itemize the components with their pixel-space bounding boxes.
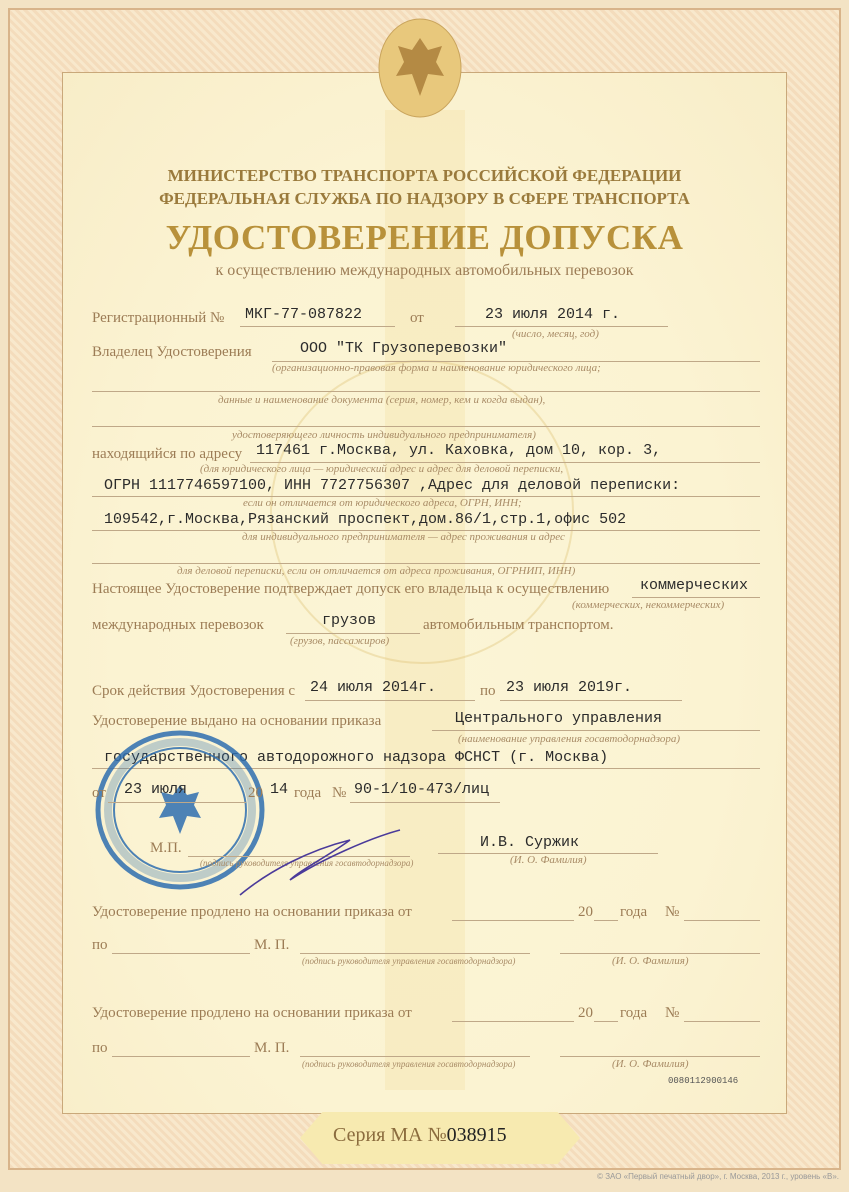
owner-label: Владелец Удостоверения [92,344,252,360]
signer-caption: (И. О. Фамилия) [510,854,587,866]
signature-caption: (подпись руководителя управления госавтодорнадзора) [200,858,414,868]
permit-text: Настоящее Удостоверение подтверждает допуск его владельца к осуществлению [92,581,610,597]
address-label: находящийся по адресу [92,446,243,462]
extension-1-number-label: № [665,904,680,920]
address-caption-3: для индивидуального предпринимателя — адрес проживания и адрес [242,531,565,543]
registration-number: МКГ-77-087822 [245,306,363,323]
authority-caption: (наименование управления госавтодорнадзора) [458,733,681,745]
extension-2-number-label: № [665,1005,680,1021]
ministry-heading: МИНИСТЕРСТВО ТРАНСПОРТА РОССИЙСКОЙ ФЕДЕРАЦИИ [167,166,682,185]
permit-type: коммерческих [640,577,749,594]
printer-copyright: © ЗАО «Первый печатный двор», г. Москва, 2013 г., уровень «В». [597,1172,839,1181]
extension-1-year-prefix: 20 [578,904,593,920]
owner-document-caption: данные и наименование документа (серия, номер, кем и когда выдан), [218,394,546,406]
validity-to-label: по [480,683,496,699]
extension-1-name-caption: (И. О. Фамилия) [612,955,689,967]
address-caption-4: для деловой переписки, если он отличается от адреса проживания, ОГРНИП, ИНН) [177,565,576,577]
validity-label: Срок действия Удостоверения с [92,683,296,699]
extension-2-year-label: года [620,1005,648,1021]
document-subtitle: к осуществлению международных автомобильных перевозок [215,262,634,279]
extension-2-year-prefix: 20 [578,1005,593,1021]
document-title: УДОСТОВЕРЕНИЕ ДОПУСКА [165,218,684,257]
owner-identity-caption: удостоверяющего личность индивидуального предпринимателя) [232,429,536,441]
address-caption-2: если он отличается от юридического адреса, ОГРН, ИНН; [243,497,522,509]
order-year-label: года [294,785,322,801]
address-line-1: 117461 г.Москва, ул. Каховка, дом 10, кор. 3, [256,442,662,459]
extension-2-to-label: по [92,1040,108,1056]
owner-caption: (организационно-правовая форма и наименование юридического лица; [272,362,601,374]
extension-2-signature-caption: (подпись руководителя управления госавтодорнадзора) [302,1059,516,1069]
registration-label: Регистрационный № [92,310,225,326]
address-line-3: 109542,г.Москва,Рязанский проспект,дом.86/1,стр.1,офис 502 [104,511,627,528]
address-line-2: ОГРН 1117746597100, ИНН 7727756307 ,Адрес для деловой переписки: [104,477,681,494]
extension-1-signature-caption: (подпись руководителя управления госавтодорнадзора) [302,956,516,966]
registration-from-label: от [410,310,424,326]
owner-name: ООО "ТК Грузоперевозки" [300,340,508,357]
order-number: 90-1/10-473/лиц [354,781,490,798]
order-number-label: № [332,785,347,801]
order-date: 23 июля [124,781,188,798]
permit-cargo: грузов [322,612,377,629]
registration-date: 23 июля 2014 г. [485,306,621,323]
international-label: международных перевозок [92,617,264,633]
extension-1-year-label: года [620,904,648,920]
signer-name: И.В. Суржик [480,834,580,851]
address-caption-1: (для юридического лица — юридический адрес и адрес для деловой переписки, [200,463,564,475]
registration-date-caption: (число, месяц, год) [512,328,599,340]
extension-2-label: Удостоверение продлено на основании приказа от [92,1005,412,1021]
validity-from: 24 июля 2014г. [310,679,437,696]
coat-of-arms-icon [378,18,462,118]
signature-mark [230,820,410,900]
seal-place-label: М.П. [150,840,182,856]
series-number [333,1124,507,1147]
issued-label: Удостоверение выдано на основании приказа [92,713,382,729]
serial-code: 0080112900146 [668,1076,739,1086]
permit-type-caption: (коммерческих, некоммерческих) [572,599,725,611]
order-year-prefix: 20 [248,785,263,801]
series-value: 038915 [446,1124,507,1146]
validity-to: 23 июля 2019г. [506,679,633,696]
series-label: Серия МА № [333,1124,447,1146]
cargo-caption: (грузов, пассажиров) [290,635,390,647]
extension-1-seal-label: М. П. [254,937,290,953]
extension-1-label: Удостоверение продлено на основании приказа от [92,904,412,920]
extension-2-seal-label: М. П. [254,1040,290,1056]
extension-1-to-label: по [92,937,108,953]
order-from-label: от [92,785,106,801]
extension-2-name-caption: (И. О. Фамилия) [612,1058,689,1070]
issuing-authority-2: государственного автодорожного надзора ФСНСТ (г. Москва) [104,749,609,766]
service-heading: ФЕДЕРАЛЬНАЯ СЛУЖБА ПО НАДЗОРУ В СФЕРЕ ТРАНСПОРТА [159,189,690,208]
order-year: 14 [270,781,289,798]
issuing-authority-1: Центрального управления [455,710,663,727]
transport-label: автомобильным транспортом. [423,617,614,633]
